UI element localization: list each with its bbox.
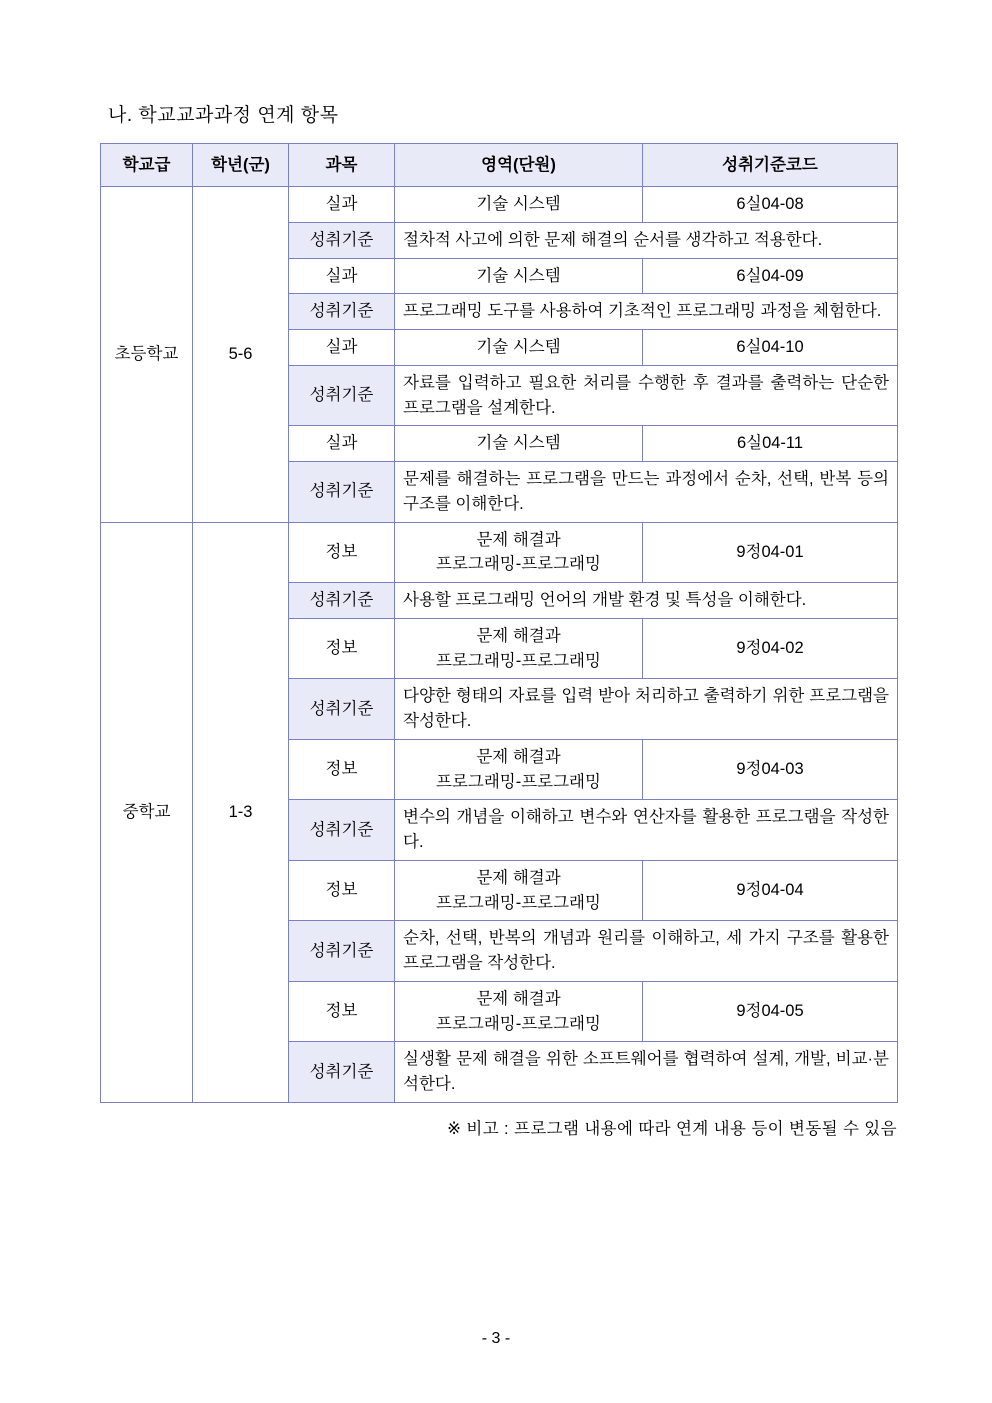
cell-standard-code: 9정04-03 [643, 739, 898, 800]
cell-area-line1: 문제 해결과 [476, 868, 561, 887]
cell-subject: 정보 [289, 522, 395, 583]
cell-standard-code: 9정04-01 [643, 522, 898, 583]
table-row [101, 187, 898, 223]
cell-school-level: 초등학교 [101, 187, 193, 523]
cell-subject: 실과 [289, 426, 395, 462]
cell-standard-text: 절차적 사고에 의한 문제 해결의 순서를 생각하고 적용한다. [395, 222, 898, 258]
cell-area [395, 522, 643, 583]
cell-area-line1: 문제 해결과 [476, 626, 561, 645]
cell-standard-text: 사용할 프로그래밍 언어의 개발 환경 및 특성을 이해한다. [395, 583, 898, 619]
cell-standard-text: 문제를 해결하는 프로그램을 만드는 과정에서 순차, 선택, 반복 등의 구조를 이해한다. [395, 462, 898, 523]
cell-area [395, 860, 643, 921]
cell-standard-label: 성취기준 [289, 462, 395, 523]
page-number: - 3 - [481, 1330, 511, 1347]
column-header-code: 성취기준코드 [643, 144, 898, 187]
cell-standard-text: 실생활 문제 해결을 위한 소프트웨어를 협력하여 설계, 개발, 비교·분석한다. [395, 1042, 898, 1103]
cell-standard-code: 9정04-02 [643, 618, 898, 679]
table-note: ※ 비고 : 프로그램 내용에 따라 연계 내용 등이 변동될 수 있음 [447, 1119, 897, 1138]
cell-subject: 정보 [289, 860, 395, 921]
cell-school-level: 중학교 [101, 522, 193, 1102]
cell-subject: 정보 [289, 739, 395, 800]
cell-area-line1: 문제 해결과 [476, 747, 561, 766]
cell-standard-code: 6실04-10 [643, 330, 898, 366]
cell-standard-label: 성취기준 [289, 583, 395, 619]
cell-standard-code: 9정04-05 [643, 981, 898, 1042]
cell-grade-band: 1-3 [193, 522, 289, 1102]
cell-area: 기술 시스템 [395, 330, 643, 366]
cell-area-line2: 프로그래밍-프로그래밍 [436, 1014, 601, 1033]
cell-standard-code: 6실04-08 [643, 187, 898, 223]
cell-standard-label: 성취기준 [289, 679, 395, 740]
column-header-grade: 학년(군) [193, 144, 289, 187]
cell-area-line1: 문제 해결과 [476, 989, 561, 1008]
cell-area [395, 618, 643, 679]
cell-standard-code: 6실04-09 [643, 258, 898, 294]
cell-standard-text: 순차, 선택, 반복의 개념과 원리를 이해하고, 세 가지 구조를 활용한 프로그램을 작성한다. [395, 921, 898, 982]
cell-standard-text: 다양한 형태의 자료를 입력 받아 처리하고 출력하기 위한 프로그램을 작성한다. [395, 679, 898, 740]
cell-standard-label: 성취기준 [289, 294, 395, 330]
column-header-school: 학교급 [101, 144, 193, 187]
cell-subject: 실과 [289, 187, 395, 223]
cell-standard-label: 성취기준 [289, 800, 395, 861]
cell-area-line2: 프로그래밍-프로그래밍 [436, 555, 601, 574]
page-title: 나. 학교교과과정 연계 항목 [108, 105, 339, 126]
cell-standard-label: 성취기준 [289, 365, 395, 426]
cell-area [395, 981, 643, 1042]
table-header-row [101, 144, 898, 187]
column-header-subject: 과목 [289, 144, 395, 187]
column-header-area: 영역(단원) [395, 144, 643, 187]
cell-subject: 실과 [289, 258, 395, 294]
cell-standard-label: 성취기준 [289, 1042, 395, 1103]
cell-standard-code: 9정04-04 [643, 860, 898, 921]
cell-area: 기술 시스템 [395, 258, 643, 294]
cell-standard-text: 변수의 개념을 이해하고 변수와 연산자를 활용한 프로그램을 작성한다. [395, 800, 898, 861]
cell-subject: 실과 [289, 330, 395, 366]
cell-area-line1: 문제 해결과 [476, 530, 561, 549]
cell-subject: 정보 [289, 981, 395, 1042]
cell-area [395, 739, 643, 800]
cell-area: 기술 시스템 [395, 426, 643, 462]
cell-area-line2: 프로그래밍-프로그래밍 [436, 893, 601, 912]
cell-area: 기술 시스템 [395, 187, 643, 223]
cell-area-line2: 프로그래밍-프로그래밍 [436, 772, 601, 791]
curriculum-table [100, 143, 898, 1103]
cell-standard-code: 6실04-11 [643, 426, 898, 462]
cell-standard-label: 성취기준 [289, 222, 395, 258]
cell-subject: 정보 [289, 618, 395, 679]
cell-standard-text: 프로그래밍 도구를 사용하여 기초적인 프로그래밍 과정을 체험한다. [395, 294, 898, 330]
table-row [101, 522, 898, 583]
cell-area-line2: 프로그래밍-프로그래밍 [436, 651, 601, 670]
cell-standard-text: 자료를 입력하고 필요한 처리를 수행한 후 결과를 출력하는 단순한 프로그램을 설계한다. [395, 365, 898, 426]
cell-grade-band: 5-6 [193, 187, 289, 523]
cell-standard-label: 성취기준 [289, 921, 395, 982]
